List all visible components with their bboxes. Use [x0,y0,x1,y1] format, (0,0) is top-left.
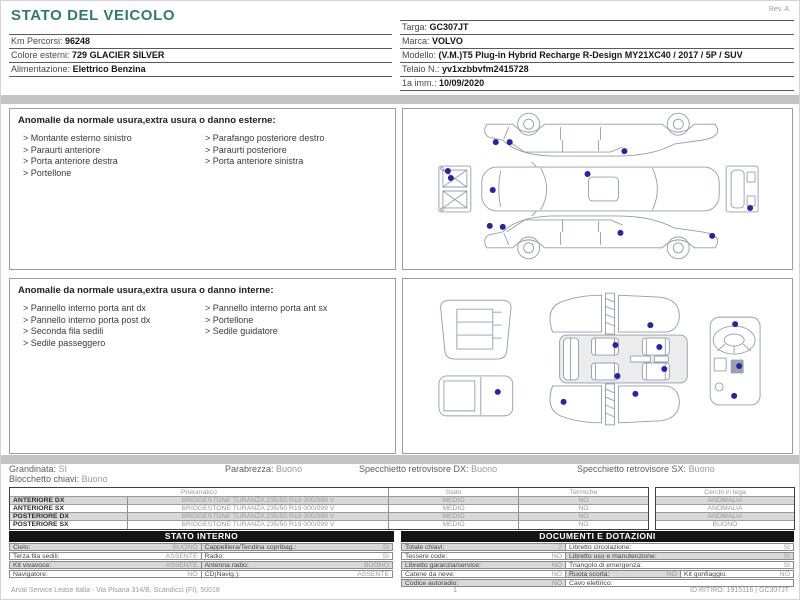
field-label: Tessere code: [405,553,448,560]
field-label: Totale chiavi: [405,544,445,551]
car-side-view-bottom [485,216,718,259]
field-value: BUONO [172,544,198,551]
field-label: Cavo elettrico: [569,580,613,587]
field-value: NO [551,571,563,578]
anomaly-item: > Sedile passeggero [23,337,106,348]
tyre-winter: NO [518,497,648,504]
table-row [9,552,394,560]
field-label: Antenna radio: [204,562,249,569]
tyre-spec: BRIDGESTONE TURANZA 235/50 R19 000/099 V [181,497,335,504]
cabin-view [550,293,687,425]
wheel-state: ANOMALIA [707,513,743,520]
damage-dot [495,389,501,395]
field-label: Telaio N.: [402,64,440,74]
field-label: Terza fila sedili: [13,553,60,560]
field-label: Radio: [204,553,225,560]
stato-interno-table [9,531,394,578]
field-label: Libretto circolazione: [569,544,632,551]
column-header: Cerchi in lega [704,489,746,496]
anomaly-item: > Pannello interno porta ant dx [23,303,146,313]
anomaly-item: > Pannello interno porta ant sx [205,303,328,313]
table-row [10,497,648,505]
wheel-state: ANOMALIA [707,497,743,504]
damage-dot [507,139,513,145]
field-value: NO [666,571,677,578]
table-row [401,552,794,560]
anomaly-item: > Parafango posteriore destro [205,133,325,143]
field-value: ASSENTE [165,562,198,569]
car-top-view [482,162,719,216]
damage-dot [561,399,567,405]
anomaly-item: > Portellone [23,167,72,178]
footer-ritiro-id: ID RITIRO: 1915116 | GC307JT [690,587,789,594]
condition-grandinata [9,464,67,474]
field-value: SI [783,544,790,551]
field-label: Codice autoradio: [405,580,459,587]
table-row [10,521,648,529]
damage-dot [632,391,638,397]
table-row [9,570,394,578]
tyre-spec: BRIDGESTONE TURANZA 235/50 R19 000/099 V [181,513,335,520]
field-label: Cielo: [13,544,31,551]
field-label: Targa: [402,22,428,32]
tyre-position: ANTERIORE SX [10,505,128,512]
anomaly-item: > Paraurti anteriore [23,144,101,155]
documenti-dotazioni-table [401,531,794,587]
damage-dot [490,187,496,193]
field-label: Cappelliera/Tendina copribag.: [204,544,297,551]
field-value: SI [382,544,389,551]
table-row [9,561,394,569]
dashboard-view [710,317,760,405]
tyre-winter: NO [518,521,648,529]
field-value: ASSENTE [165,553,198,560]
field-value: 96248 [65,36,91,46]
field-value: 10/09/2020 [439,78,485,88]
tyre-spec: BRIDGESTONE TURANZA 235/50 R19 000/099 V [181,505,335,512]
field-label: CD(Navig.): [204,571,240,578]
field-label: Km Percorsi: [11,36,63,46]
alloy-wheels-table [655,487,795,530]
field-value: 729 GLACIER SILVER [72,50,165,60]
footer-page-number: 1 [452,587,457,594]
condition-specchietto-sx [577,464,715,474]
section-title: STATO INTERNO [9,531,394,542]
exterior-anomalies-title: Anomalie da normale usura,extra usura o danno esterne: [18,115,276,126]
tyre-spec: BRIDGESTONE TURANZA 235/50 R19 000/099 V [181,521,335,528]
exterior-damage-diagram [402,108,793,270]
anomaly-item: > Sedile guidatore [205,326,278,336]
field-label: Blocchetto chiavi: [9,474,80,484]
car-rear-view [726,166,758,212]
trunk-view [441,300,511,359]
section-title: DOCUMENTI E DOTAZIONI [401,531,794,542]
anomaly-item: > Montante esterno sinistro [23,133,132,143]
damage-dot [487,223,493,229]
info-row-marca [400,35,794,49]
field-label: Triangolo di emergenza: [569,562,643,569]
tyre-position: POSTERIORE SX [10,521,128,529]
table-row [10,505,648,513]
info-row-alimentazione [9,63,392,77]
field-label: Navigatore: [13,571,48,578]
field-label: Specchietto retrovisore SX: [577,464,687,474]
damage-dot [612,342,618,348]
page-footer [1,587,799,594]
field-value: NO [551,562,563,569]
info-row-telaio [400,63,794,77]
field-value: GC307JT [429,22,469,32]
column-header: Pneumatico [181,489,217,496]
field-label: Catene da neve: [405,571,455,578]
field-value: SI [58,464,68,474]
field-value: BUONO [364,562,389,569]
anomaly-item: > Porta anteriore destra [23,156,118,166]
condition-blocchetto-chiavi [9,474,108,484]
table-row [401,570,794,578]
field-label: 1a imm.: [402,78,437,88]
anomaly-item: > Portellone [205,314,254,325]
damage-dot [448,175,454,181]
field-label: Libretto garanzia/service: [405,562,481,569]
field-value: Buono [688,464,715,474]
field-label: Colore esterni: [11,50,70,60]
damage-dot [617,230,623,236]
wheel-state: BUONO [712,521,738,528]
tyre-position: ANTERIORE DX [10,497,128,504]
field-label: Parabrezza: [225,464,274,474]
footer-company-address: Arval Service Lease Italia - Via Pisana 314/B, Scandicci (FI), 50018 [11,587,220,594]
tyre-state: MEDIO [388,497,518,504]
tyre-winter: NO [518,513,648,520]
field-value: (V.M.)T5 Plug-in Hybrid Recharge R-Design MY21XC40 / 2017 / 5P / SUV [438,50,743,60]
field-label: Libretto uso e manutenzione: [569,553,657,560]
damage-dot [661,366,667,372]
field-value: yv1xzbbvfm2415728 [442,64,529,74]
info-row-km [9,34,392,49]
damage-dot [614,373,620,379]
car-side-view-top [485,113,718,156]
table-row [401,579,794,587]
damage-dot [493,139,499,145]
car-interior-diagram [403,279,792,453]
field-value: Buono [276,464,303,474]
table-row [401,543,794,551]
info-row-colore [9,49,392,63]
column-header: Stato [388,488,518,496]
field-value: NO [551,580,563,587]
field-value: NO [779,571,790,578]
tyre-state: MEDIO [388,521,518,529]
exterior-anomalies-panel [9,108,396,270]
field-value: ASSENTE [357,571,389,578]
field-value: SI [783,553,790,560]
damage-dot [747,205,753,211]
field-label: Alimentazione: [11,64,71,74]
section-divider-band [1,455,800,464]
field-value: Buono [471,464,498,474]
interior-anomalies-panel [9,278,396,454]
damage-dot [621,148,627,154]
table-row [9,543,394,551]
tyre-state: MEDIO [388,513,518,520]
field-label: Kit gonfiaggio: [683,571,728,578]
field-label: Ruota scorta: [569,571,610,578]
field-label: Specchietto retrovisore DX: [359,464,469,474]
vehicle-info-left [9,34,392,77]
field-value: NO [551,553,563,560]
car-front-view [439,166,471,212]
interior-damage-diagram [402,278,793,454]
tyre-winter: NO [518,505,648,512]
damage-dot [445,168,451,174]
car-exterior-diagram [403,109,792,269]
table-row [401,561,794,569]
damage-dot [736,363,742,369]
condition-parabrezza [225,464,302,474]
column-header: Termiche [518,488,648,496]
field-value: Elettrico Benzina [72,64,146,74]
field-value: VOLVO [432,36,463,46]
condition-specchietto-dx [359,464,497,474]
field-value: NO [187,571,198,578]
field-label: Grandinata: [9,464,57,474]
field-label: Kit vivavoce: [13,562,52,569]
tailgate-view [439,376,513,416]
anomaly-item: > Pannello interno porta post dx [23,314,151,325]
tyre-table [9,487,795,530]
tyre-state: MEDIO [388,505,518,512]
section-divider-band [1,95,800,104]
table-row [10,513,648,521]
damage-dot [500,224,506,230]
anomaly-item: > Seconda fila sedili [23,326,104,336]
field-value: SI [382,553,389,560]
anomaly-item: > Paraurti posteriore [205,144,287,155]
field-label: Modello: [402,50,437,60]
revision-note: Rev. A [768,6,789,13]
damage-dot [709,233,715,239]
damage-dot [647,322,653,328]
info-row-targa [400,20,794,35]
wheel-state: ANOMALIA [707,505,743,512]
info-row-modello [400,49,794,63]
anomaly-item: > Porta anteriore sinistra [205,156,304,166]
page-title: STATO DEL VEICOLO [11,7,176,24]
tyre-table-header [10,488,648,497]
interior-anomalies-title: Anomalie da normale usura,extra usura o danno interne: [18,285,274,296]
damage-dot [732,321,738,327]
damage-dots [445,139,753,239]
damage-dot [731,393,737,399]
field-label: Marca: [402,36,430,46]
vehicle-info-right [400,20,794,91]
info-row-immatricolazione [400,77,794,91]
field-value: Buono [81,474,108,484]
damage-dot [656,344,662,350]
field-value: SI [783,562,790,569]
damage-dot [585,171,591,177]
tyre-position: POSTERIORE DX [10,513,128,520]
field-value: 2 [558,544,563,551]
